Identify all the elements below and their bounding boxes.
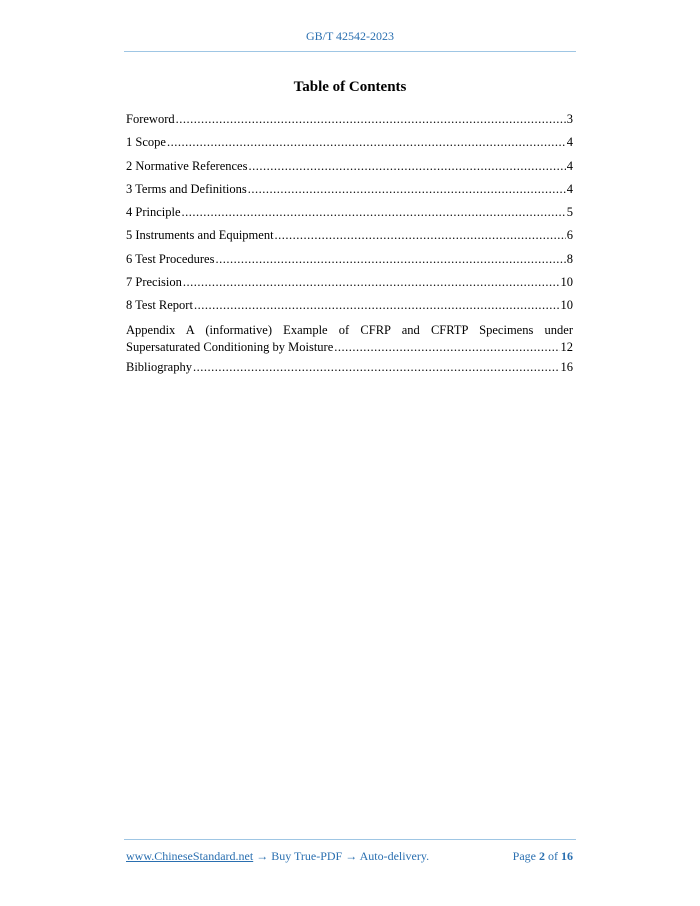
toc-entry-page: 10	[560, 298, 573, 313]
toc-entry-page: 16	[560, 359, 573, 374]
toc-entry-page: 6	[566, 228, 573, 243]
toc-entry-page: 3	[566, 112, 573, 126]
toc-entry-label: 4 Principle	[126, 205, 181, 220]
page-footer	[126, 849, 573, 864]
toc-entry-test-procedures[interactable]	[126, 252, 573, 275]
toc-entry-page: 5	[566, 205, 573, 220]
page-title: Table of Contents	[293, 79, 407, 95]
page-current: 2	[539, 849, 545, 863]
dot-leader	[275, 228, 566, 243]
toc-entry-principle[interactable]	[126, 205, 573, 228]
dot-leader	[176, 112, 566, 127]
toc-entry-page: 8	[566, 251, 573, 266]
toc-entry-label-line2: Supersaturated Conditioning by Moisture	[126, 339, 334, 354]
toc-entry-line2	[126, 339, 573, 356]
toc-entry-label: 6 Test Procedures	[126, 251, 215, 266]
dot-leader	[334, 339, 559, 356]
toc-entry-normative-references[interactable]	[126, 159, 573, 182]
footer-divider	[124, 839, 576, 840]
toc-entry-label: 2 Normative References	[126, 158, 248, 173]
toc-entry-bibliography[interactable]	[126, 360, 573, 383]
toc-entry-foreword[interactable]	[126, 112, 573, 135]
dot-leader	[193, 360, 560, 375]
toc-entry-page: 4	[566, 135, 573, 150]
toc-entry-terms-and-definitions[interactable]	[126, 182, 573, 205]
toc-entry-appendix-a[interactable]	[126, 322, 573, 356]
dot-leader	[248, 182, 566, 197]
toc-entry-precision[interactable]	[126, 275, 573, 298]
page-indicator	[513, 849, 573, 864]
toc-entry-page: 4	[566, 181, 573, 196]
toc-entry-label-line1: Appendix A (informative) Example of CFRP and CFRTP Specimens under	[126, 322, 573, 337]
footer-left	[126, 849, 429, 864]
toc-entry-label: 1 Scope	[126, 135, 166, 150]
page-total: 16	[561, 849, 573, 863]
dot-leader	[194, 298, 560, 313]
dot-leader	[215, 252, 565, 267]
toc-entry-test-report[interactable]	[126, 298, 573, 321]
toc-entry-label: 5 Instruments and Equipment	[126, 228, 274, 243]
site-link[interactable]: www.ChineseStandard.net	[126, 849, 254, 863]
table-of-contents	[126, 112, 573, 383]
document-header	[0, 29, 700, 44]
promo-text: → Buy True-PDF → Auto-delivery.	[253, 849, 430, 863]
header-divider	[124, 51, 576, 52]
page-of: of	[548, 849, 558, 863]
dot-leader	[183, 275, 560, 290]
toc-entry-scope[interactable]	[126, 135, 573, 158]
toc-entry-page: 4	[566, 158, 573, 173]
toc-entry-label: 7 Precision	[126, 275, 182, 290]
toc-entry-label: 8 Test Report	[126, 298, 193, 313]
toc-entry-page: 12	[560, 339, 573, 354]
standard-code: GB/T 42542-2023	[305, 29, 395, 43]
page-word: Page	[512, 849, 536, 863]
dot-leader	[248, 159, 565, 174]
toc-entry-page: 10	[560, 275, 573, 290]
toc-entry-label: 3 Terms and Definitions	[126, 181, 247, 196]
dot-leader	[182, 205, 566, 220]
toc-entry-instruments-and-equipment[interactable]	[126, 228, 573, 251]
toc-entry-label: Bibliography	[126, 359, 192, 374]
toc-entry-label: Foreword	[126, 112, 175, 126]
dot-leader	[167, 135, 566, 150]
